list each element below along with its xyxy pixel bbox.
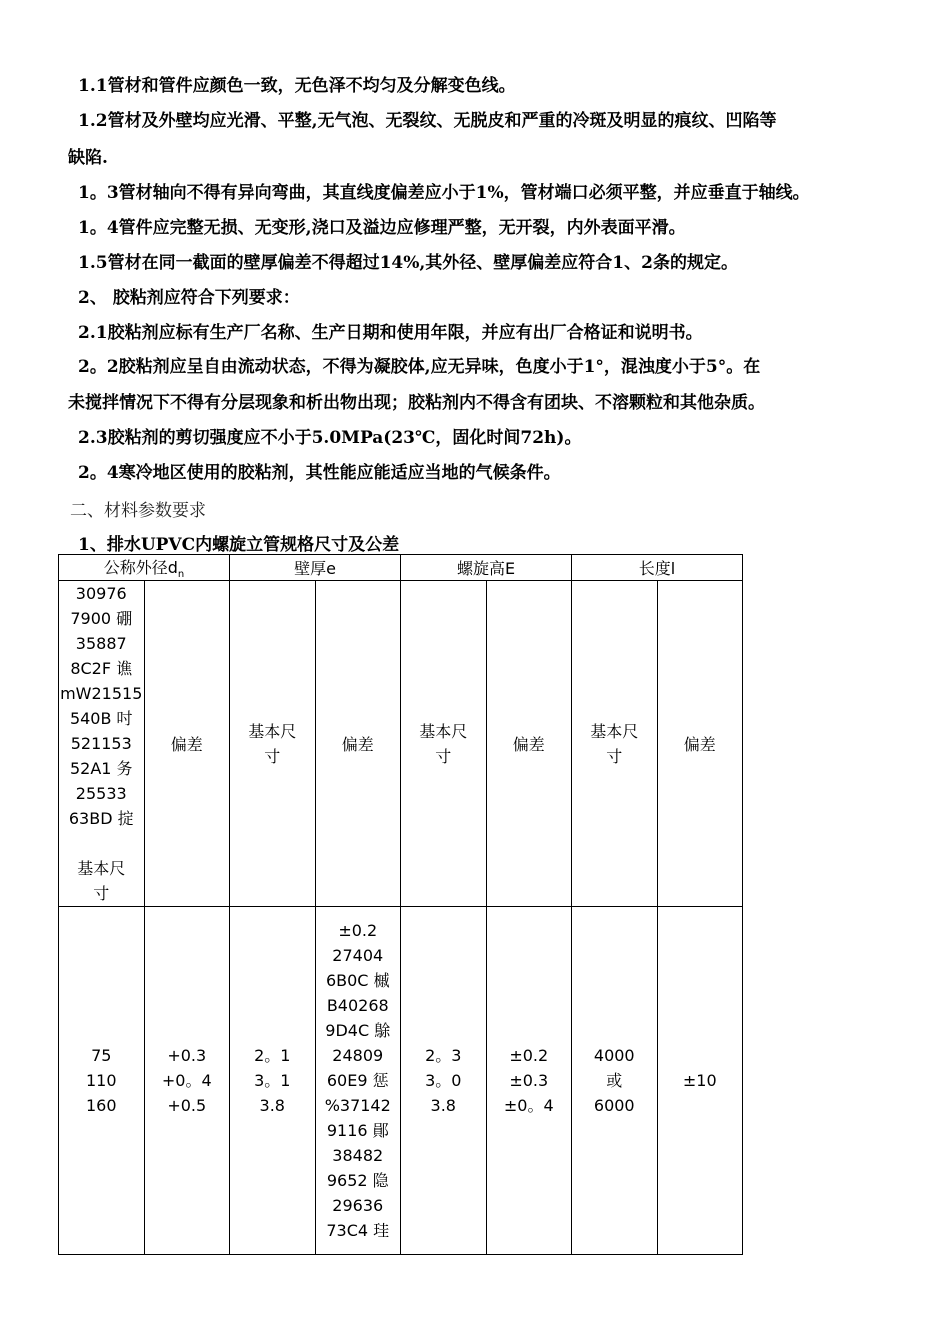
cell-wall-tolerance: 偏差 (315, 581, 401, 907)
paragraph-2-2-cont (68, 386, 898, 420)
paragraph-2 (70, 281, 900, 315)
cell-values-length: 4000 或 6000 (572, 907, 658, 1255)
paragraph-1-3 (70, 176, 900, 210)
paragraph-text: 1.1管材和管件应颜色一致，无色泽不均匀及分解变色线。 (78, 76, 516, 96)
header-length: 长度l (572, 555, 743, 581)
paragraph-2-3 (70, 421, 900, 455)
cell-values-spiral-tolerance: ±0.2 ±0.3 ±0。4 (486, 907, 572, 1255)
cell-spiral-tolerance: 偏差 (486, 581, 572, 907)
paragraph-text: 缺陷. (68, 148, 108, 168)
paragraph-2-4 (70, 456, 900, 490)
spec-table (58, 554, 743, 1255)
cell-values-wall: 2。1 3。1 3.8 (230, 907, 316, 1255)
table-row (59, 581, 743, 907)
table-row (59, 907, 743, 1255)
section-title: 二、材料参数要求 (70, 501, 206, 521)
paragraph-text: 1。4管件应完整无损、无变形,浇口及溢边应修理严整，无开裂，内外表面平滑。 (78, 218, 686, 238)
cell-values-outer-diameter: 75 110 160 (59, 907, 145, 1255)
paragraph-2-2 (70, 350, 900, 384)
paragraph-1-5 (70, 246, 900, 280)
cell-values-wall-tolerance: ±0.2 27404 6B0C 槭 B40268 9D4C 鵌 24809 60E9 惩 %37142 9116 鄖 38482 9652 隐 29636 73C4 珪 (315, 907, 401, 1255)
paragraph-text: 2、 胶粘剂应符合下列要求： (78, 288, 300, 308)
table-title: 1、排水UPVC内螺旋立管规格尺寸及公差 (78, 535, 400, 555)
cell-values-od-tolerance: +0.3 +0。4 +0.5 (144, 907, 230, 1255)
paragraph-text: 2.1胶粘剂应标有生产厂名称、生产日期和使用年限，并应有出厂合格证和说明书。 (78, 323, 703, 343)
header-outer-diameter: 公称外径$d_n$ (59, 555, 230, 581)
paragraph-text: 2.3胶粘剂的剪切强度应不小于5.0MPa(23℃，固化时间72h)。 (78, 428, 582, 448)
cell-outer-diameter-base: 30976 7900 硼 35887 8C2F 谯 mW21515 540B 吋 521153 52A1 务 25533 63BD 掟 基本尺 寸 (59, 581, 145, 907)
cell-length-tolerance: 偏差 (657, 581, 743, 907)
paragraph-text: 2。4寒冷地区使用的胶粘剂，其性能应能适应当地的气候条件。 (78, 463, 561, 483)
header-wall-thickness: 壁厚e (230, 555, 401, 581)
paragraph-1-1 (70, 69, 900, 103)
paragraph-2-1 (70, 316, 900, 350)
cell-outer-diameter-tolerance: 偏差 (144, 581, 230, 907)
paragraph-1-4 (70, 211, 900, 245)
cell-spiral-base: 基本尺 寸 (401, 581, 487, 907)
cell-values-length-tolerance: ±10 (657, 907, 743, 1255)
cell-length-base: 基本尺 寸 (572, 581, 658, 907)
paragraph-1-2-cont (68, 141, 898, 175)
paragraph-text: 2。2胶粘剂应呈自由流动状态，不得为凝胶体,应无异味，色度小于1°，混浊度小于5°。在 (78, 357, 761, 377)
paragraph-text: 1.5管材在同一截面的壁厚偏差不得超过14%,其外径、壁厚偏差应符合1、2条的规定。 (78, 253, 738, 273)
paragraph-text: 1.2管材及外壁均应光滑、平整,无气泡、无裂纹、无脱皮和严重的冷斑及明显的痕纹、凹陷等 (78, 111, 777, 131)
paragraph-text: 1。3管材轴向不得有异向弯曲，其直线度偏差应小于1%，管材端口必须平整，并应垂直于轴线。 (78, 183, 810, 203)
header-spiral-height: 螺旋高E (401, 555, 572, 581)
paragraph-text: 未搅拌情况下不得有分层现象和析出物出现；胶粘剂内不得含有团块、不溶颗粒和其他杂质。 (68, 393, 765, 413)
paragraph-1-2 (70, 104, 900, 138)
table-header-row (59, 555, 743, 581)
cell-values-spiral: 2。3 3。0 3.8 (401, 907, 487, 1255)
cell-wall-base: 基本尺 寸 (230, 581, 316, 907)
